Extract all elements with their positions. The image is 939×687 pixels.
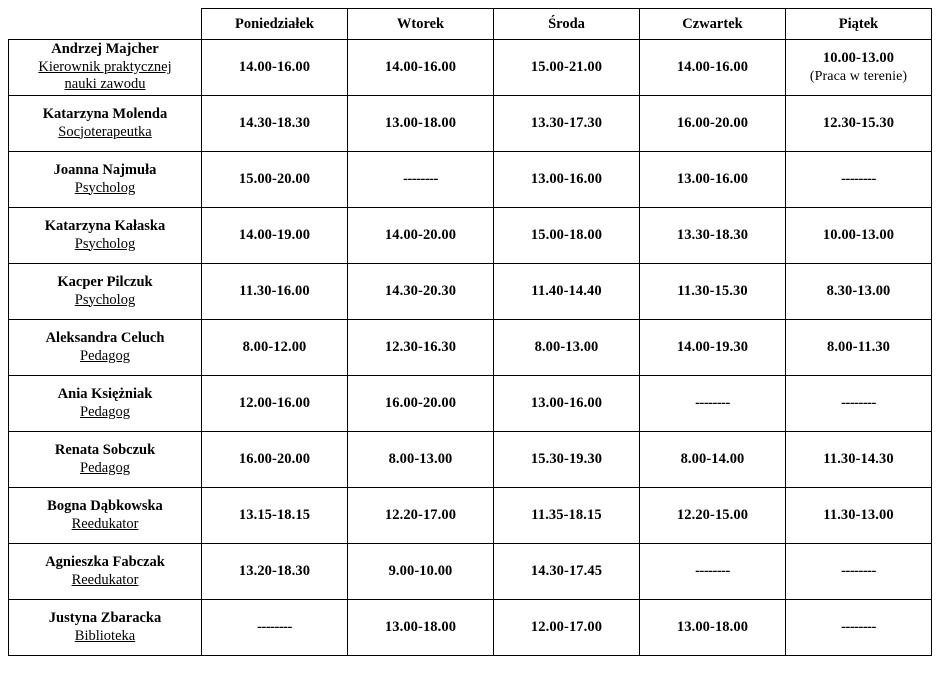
- staff-role: [9, 404, 201, 422]
- schedule-hours: 13.00-18.00: [384, 619, 457, 635]
- schedule-hours: --------: [841, 563, 876, 579]
- schedule-hours: 13.20-18.30: [238, 563, 311, 579]
- table-row: [9, 488, 932, 544]
- schedule-cell: [494, 152, 640, 208]
- staff-role-line: Reedukator: [71, 515, 139, 532]
- table-row: [9, 96, 932, 152]
- schedule-hours: 8.00-14.00: [680, 451, 745, 467]
- schedule-hours: 8.30-13.00: [826, 283, 891, 299]
- schedule-cell: [494, 264, 640, 320]
- schedule-hours: 16.00-20.00: [238, 451, 311, 467]
- staff-role: [9, 292, 201, 310]
- schedule-cell: [640, 600, 786, 656]
- schedule-hours: 12.00-16.00: [238, 395, 311, 411]
- schedule-hours: 13.00-16.00: [530, 395, 603, 411]
- schedule-hours: --------: [695, 395, 730, 411]
- staff-role: [9, 180, 201, 198]
- header-day-monday: Poniedziałek: [202, 9, 348, 40]
- staff-role-line: Socjoterapeutka: [58, 123, 152, 140]
- staff-name-cell: [9, 432, 202, 488]
- schedule-hours: --------: [841, 171, 876, 187]
- schedule-cell: [348, 432, 494, 488]
- schedule-cell: [640, 432, 786, 488]
- schedule-cell: [640, 488, 786, 544]
- schedule-cell: [640, 376, 786, 432]
- schedule-cell: [202, 376, 348, 432]
- schedule-hours: 13.15-18.15: [238, 507, 311, 523]
- schedule-cell: [494, 96, 640, 152]
- schedule-table: [8, 8, 932, 656]
- schedule-cell: [202, 264, 348, 320]
- schedule-cell: [202, 488, 348, 544]
- table-row: [9, 600, 932, 656]
- table-row: [9, 432, 932, 488]
- table-row: [9, 320, 932, 376]
- schedule-hours: 9.00-10.00: [388, 563, 453, 579]
- staff-role: [9, 236, 201, 254]
- header-day-tuesday: Wtorek: [348, 9, 494, 40]
- schedule-cell: [494, 600, 640, 656]
- schedule-cell: [786, 96, 932, 152]
- staff-name: Andrzej Majcher: [51, 40, 159, 57]
- schedule-cell: [202, 152, 348, 208]
- schedule-cell: [494, 488, 640, 544]
- schedule-hours: 11.30-14.30: [823, 451, 894, 467]
- table-row: [9, 208, 932, 264]
- schedule-cell: [202, 320, 348, 376]
- staff-role: [9, 348, 201, 366]
- schedule-hours: 8.00-11.30: [826, 339, 891, 355]
- schedule-cell: [494, 208, 640, 264]
- schedule-cell: [202, 432, 348, 488]
- staff-role-line: Reedukator: [71, 571, 139, 588]
- schedule-cell: [494, 432, 640, 488]
- schedule-cell: [202, 96, 348, 152]
- schedule-hours: 14.00-19.30: [676, 339, 749, 355]
- schedule-hours: 14.00-20.00: [384, 227, 457, 243]
- schedule-hours: 12.20-15.00: [676, 507, 749, 523]
- schedule-hours: 13.30-17.30: [530, 115, 603, 131]
- schedule-cell: [202, 544, 348, 600]
- schedule-cell: [786, 40, 932, 96]
- schedule-cell: [348, 488, 494, 544]
- schedule-hours: 14.30-20.30: [384, 283, 457, 299]
- header-row: [9, 9, 932, 40]
- schedule-hours: 12.30-16.30: [384, 339, 457, 355]
- table-body: [9, 40, 932, 656]
- schedule-cell: [494, 40, 640, 96]
- schedule-cell: [640, 544, 786, 600]
- schedule-cell: [786, 600, 932, 656]
- staff-name-cell: [9, 376, 202, 432]
- staff-role-line: Psycholog: [74, 291, 136, 308]
- staff-role-line: Biblioteka: [74, 627, 136, 644]
- schedule-hours: 16.00-20.00: [384, 395, 457, 411]
- staff-name-cell: [9, 544, 202, 600]
- schedule-cell: [786, 432, 932, 488]
- schedule-cell: [494, 544, 640, 600]
- staff-name: Katarzyna Molenda: [42, 105, 168, 122]
- staff-role-line: Psycholog: [74, 179, 136, 196]
- header-day-wednesday: Środa: [494, 9, 640, 40]
- staff-name-cell: [9, 264, 202, 320]
- schedule-hours: 14.30-17.45: [530, 563, 603, 579]
- table-row: [9, 376, 932, 432]
- table-row: [9, 264, 932, 320]
- schedule-hours: 12.30-15.30: [822, 115, 895, 131]
- staff-role: [9, 59, 201, 94]
- schedule-hours: 14.00-16.00: [384, 59, 457, 75]
- schedule-cell: [348, 320, 494, 376]
- schedule-cell: [348, 152, 494, 208]
- table-row: [9, 152, 932, 208]
- schedule-hours: 10.00-13.00: [822, 227, 895, 243]
- staff-role-line: Pedagog: [80, 403, 130, 420]
- staff-name: Justyna Zbaracka: [48, 609, 162, 626]
- staff-role-line: Pedagog: [80, 347, 130, 364]
- staff-role: [9, 516, 201, 534]
- staff-name: Ania Księżniak: [57, 385, 153, 402]
- schedule-hours: 11.35-18.15: [531, 507, 602, 523]
- staff-name: Joanna Najmuła: [53, 161, 157, 178]
- staff-name-cell: [9, 96, 202, 152]
- staff-role: [9, 572, 201, 590]
- header-day-friday: Piątek: [786, 9, 932, 40]
- schedule-hours: 13.00-18.00: [676, 619, 749, 635]
- schedule-hours: --------: [841, 395, 876, 411]
- schedule-hours: --------: [257, 619, 292, 635]
- schedule-hours: 10.00-13.00: [822, 50, 895, 66]
- staff-name: Agnieszka Fabczak: [45, 553, 165, 570]
- schedule-cell: [348, 376, 494, 432]
- staff-name: Aleksandra Celuch: [45, 329, 165, 346]
- staff-name: Kacper Pilczuk: [57, 273, 153, 290]
- schedule-hours: 13.00-18.00: [384, 115, 457, 131]
- schedule-cell: [786, 488, 932, 544]
- schedule-cell: [786, 264, 932, 320]
- staff-role-line: Kierownik praktycznej: [38, 58, 172, 75]
- table-row: [9, 40, 932, 96]
- staff-role-line: Psycholog: [74, 235, 136, 252]
- schedule-hours: 8.00-13.00: [534, 339, 599, 355]
- schedule-hours: 14.00-16.00: [238, 59, 311, 75]
- staff-name-cell: [9, 152, 202, 208]
- schedule-cell: [640, 208, 786, 264]
- schedule-hours: 13.00-16.00: [530, 171, 603, 187]
- schedule-hours: 16.00-20.00: [676, 115, 749, 131]
- staff-name: Renata Sobczuk: [54, 441, 156, 458]
- schedule-cell: [348, 40, 494, 96]
- schedule-hours: 15.00-20.00: [238, 171, 311, 187]
- staff-name-cell: [9, 40, 202, 96]
- schedule-hours: 14.30-18.30: [238, 115, 311, 131]
- schedule-hours: 11.40-14.40: [531, 283, 602, 299]
- schedule-cell: [786, 208, 932, 264]
- schedule-hours: 12.20-17.00: [384, 507, 457, 523]
- schedule-cell: [640, 96, 786, 152]
- schedule-hours: 8.00-13.00: [388, 451, 453, 467]
- schedule-cell: [348, 544, 494, 600]
- schedule-hours: 11.30-16.00: [239, 283, 310, 299]
- schedule-cell: [348, 264, 494, 320]
- staff-name: Bogna Dąbkowska: [47, 497, 163, 514]
- schedule-cell: [202, 208, 348, 264]
- schedule-cell: [786, 152, 932, 208]
- staff-name: Katarzyna Kałaska: [44, 217, 166, 234]
- schedule-cell: [640, 264, 786, 320]
- schedule-cell: [202, 600, 348, 656]
- table-header: [9, 9, 932, 40]
- schedule-hours: 13.00-16.00: [676, 171, 749, 187]
- schedule-hours: 13.30-18.30: [676, 227, 749, 243]
- schedule-cell: [640, 320, 786, 376]
- staff-role: [9, 628, 201, 646]
- schedule-cell: [348, 96, 494, 152]
- staff-role: [9, 460, 201, 478]
- schedule-cell: [494, 320, 640, 376]
- schedule-cell: [786, 320, 932, 376]
- header-corner-cell: [9, 9, 202, 40]
- schedule-cell: [786, 376, 932, 432]
- header-day-thursday: Czwartek: [640, 9, 786, 40]
- schedule-hours: --------: [403, 171, 438, 187]
- staff-role-line: Pedagog: [80, 459, 130, 476]
- schedule-cell: [640, 40, 786, 96]
- staff-name-cell: [9, 320, 202, 376]
- schedule-cell: [348, 600, 494, 656]
- schedule-note: (Praca w terenie): [809, 69, 908, 84]
- schedule-hours: --------: [841, 619, 876, 635]
- schedule-hours: 11.30-13.00: [823, 507, 894, 523]
- schedule-cell: [640, 152, 786, 208]
- schedule-hours: 15.00-21.00: [530, 59, 603, 75]
- schedule-hours: 15.00-18.00: [530, 227, 603, 243]
- staff-role-line: nauki zawodu: [64, 76, 146, 93]
- schedule-hours: 11.30-15.30: [677, 283, 748, 299]
- staff-role: [9, 124, 201, 142]
- schedule-hours: 12.00-17.00: [530, 619, 603, 635]
- schedule-cell: [494, 376, 640, 432]
- staff-name-cell: [9, 208, 202, 264]
- staff-name-cell: [9, 600, 202, 656]
- schedule-hours: 14.00-19.00: [238, 227, 311, 243]
- table-row: [9, 544, 932, 600]
- schedule-hours: 8.00-12.00: [242, 339, 307, 355]
- schedule-cell: [202, 40, 348, 96]
- schedule-hours: 14.00-16.00: [676, 59, 749, 75]
- schedule-cell: [348, 208, 494, 264]
- schedule-hours: --------: [695, 563, 730, 579]
- staff-name-cell: [9, 488, 202, 544]
- schedule-cell: [786, 544, 932, 600]
- schedule-hours: 15.30-19.30: [530, 451, 603, 467]
